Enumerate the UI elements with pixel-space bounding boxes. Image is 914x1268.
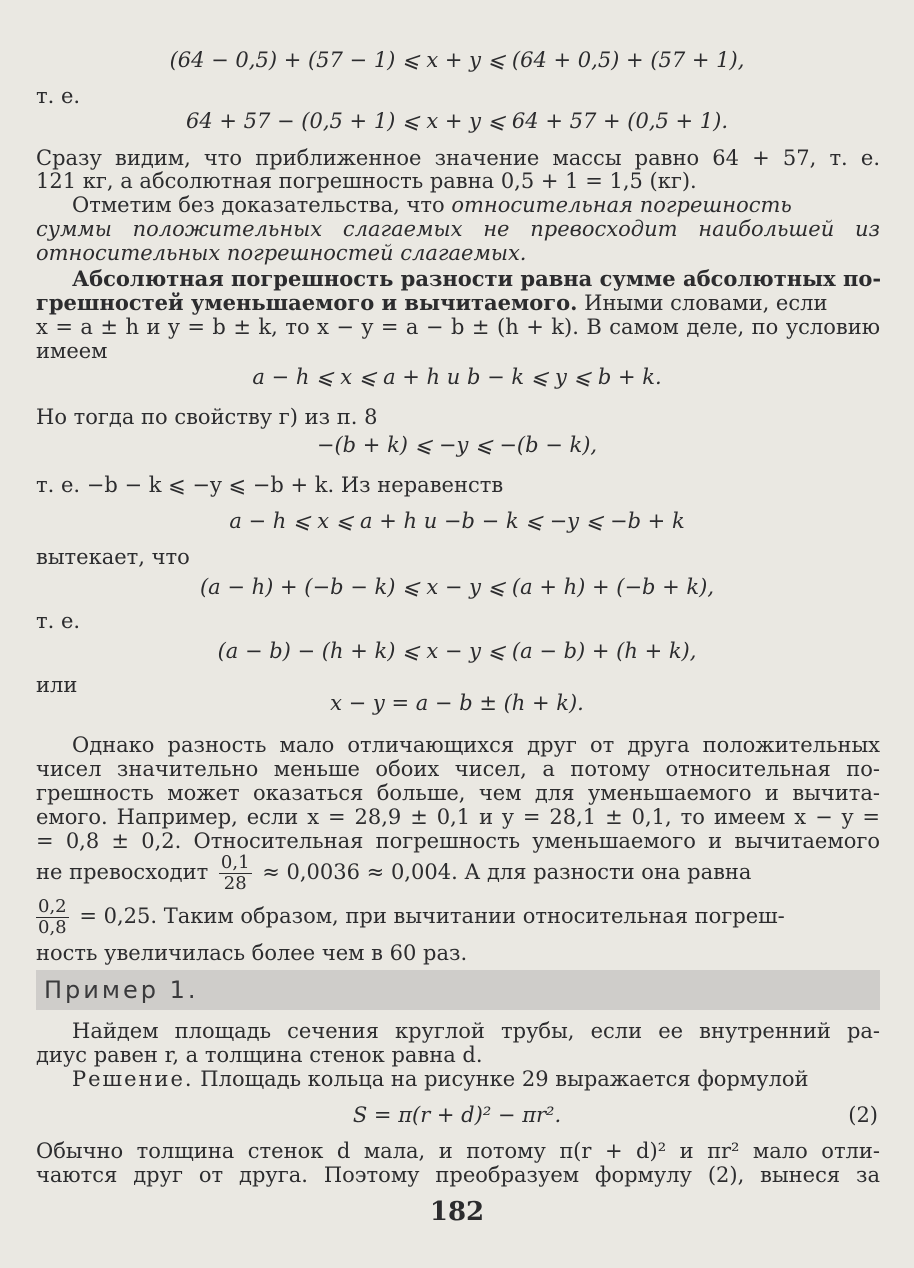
paragraph-line-with-fraction — [36, 894, 880, 938]
paragraph-line — [36, 290, 880, 316]
text-bold: грешностей уменьшаемого и вычитаемого. — [36, 290, 578, 315]
formula-inequalities: a − h ⩽ x ⩽ a + h и −b − k ⩽ −y ⩽ −b + k — [229, 509, 685, 533]
paragraph-line: чисел значительно меньше обоих чисел, а потому относительная по- — [36, 757, 880, 781]
paragraph-line: Но тогда по свойству г) из п. 8 — [36, 405, 378, 429]
fraction-denominator: 28 — [223, 873, 247, 894]
equation-number: (2) — [848, 1103, 878, 1127]
fraction-numerator: 0,1 — [220, 852, 250, 873]
paragraph-line — [36, 192, 880, 218]
paragraph-line: чаются друг от друга. Поэтому преобразуем формулу (2), вынеся за — [36, 1163, 880, 1187]
paragraph-line: Абсолютная погрешность разности равна сумме абсолютных по- — [72, 266, 882, 291]
formula-ring-area — [0, 1102, 914, 1128]
formula-sum-of-bounds: (a − h) + (−b − k) ⩽ x − y ⩽ (a + h) + (−b + k), — [199, 575, 715, 599]
paragraph-line: Сразу видим, что приближенное значение массы равно 64 + 57, т. е. — [36, 146, 880, 170]
page-number: 182 — [429, 1197, 485, 1227]
formula-difference-result: x − y = a − b ± (h + k). — [330, 691, 584, 715]
example-title: Пример 1. — [44, 976, 199, 1004]
paragraph-line — [36, 1066, 880, 1092]
formula-sum-rewritten: 64 + 57 − (0,5 + 1) ⩽ x + y ⩽ 64 + 57 + (0,5 + 1). — [185, 109, 729, 133]
fraction-numerator: 0,2 — [38, 896, 67, 917]
paragraph-line: Найдем площадь сечения круглой трубы, если ее внутренний ра- — [72, 1019, 880, 1043]
paragraph-line: имеем — [36, 339, 108, 363]
paragraph-line: грешность может оказаться больше, чем для уменьшаемого и вычита- — [36, 781, 880, 805]
paragraph-line: Однако разность мало отличающихся друг от друга положительных — [72, 733, 880, 757]
text-or: или — [36, 673, 78, 697]
text-italic: относительная погрешность — [451, 193, 792, 217]
fraction-denominator: 0,8 — [38, 917, 67, 938]
paragraph-line: ность увеличилась более чем в 60 раз. — [36, 941, 468, 965]
formula-difference-bounds: (a − b) − (h + k) ⩽ x − y ⩽ (a − b) + (h + k), — [217, 639, 697, 663]
paragraph-line-with-fraction — [36, 850, 880, 894]
fraction-0-1-over-28 — [219, 853, 252, 894]
paragraph-line: диус равен r, а толщина стенок равна d. — [36, 1043, 483, 1067]
text-spaced: Решение. — [72, 1067, 194, 1091]
paragraph-line: т. е. −b − k ⩽ −y ⩽ −b + k. Из неравенств — [36, 473, 504, 497]
paragraph-line: = 0,8 ± 0,2. Относительная погрешность уменьшаемого и вычитаемого — [36, 829, 880, 853]
formula-text: S = π(r + d)² − πr². — [352, 1103, 562, 1127]
text-te-2: т. е. — [36, 609, 81, 633]
fraction-0-2-over-0-8 — [36, 897, 69, 938]
text-te-1: т. е. — [36, 84, 81, 108]
paragraph-line: относительных погрешностей слагаемых. — [36, 241, 527, 265]
paragraph-line: емого. Например, если x = 28,9 ± 0,1 и y = 28,1 ± 0,1, то имеем x − y = — [36, 805, 880, 829]
paragraph-line: вытекает, что — [36, 545, 190, 569]
text-plain: Иными словами, если — [584, 291, 828, 315]
text-plain: не превосходит — [36, 860, 209, 884]
paragraph-line: Обычно толщина стенок d мала, и потому π(r + d)² и πr² мало отли- — [36, 1139, 880, 1163]
text-plain: Площадь кольца на рисунке 29 выражается формулой — [200, 1067, 809, 1091]
formula-sum-bounds: (64 − 0,5) + (57 − 1) ⩽ x + y ⩽ (64 + 0,5) + (57 + 1), — [169, 48, 745, 72]
paragraph-line: 121 кг, а абсолютная погрешность равна 0,5 + 1 = 1,5 (кг). — [36, 169, 697, 193]
paragraph-line: суммы положительных слагаемых не превосходит наибольшей из — [36, 217, 880, 241]
formula-negation: −(b + k) ⩽ −y ⩽ −(b − k), — [316, 433, 598, 457]
text-plain: = 0,25. Таким образом, при вычитании относительная погреш- — [79, 904, 785, 928]
formula-conditions: a − h ⩽ x ⩽ a + h и b − k ⩽ y ⩽ b + k. — [252, 365, 662, 389]
paragraph-line: x = a ± h и y = b ± k, то x − y = a − b ± (h + k). В самом деле, по условию — [36, 315, 880, 339]
text-plain: ≈ 0,0036 ≈ 0,004. А для разности она равна — [262, 860, 752, 884]
text-plain: Отметим без доказательства, что — [72, 193, 445, 217]
